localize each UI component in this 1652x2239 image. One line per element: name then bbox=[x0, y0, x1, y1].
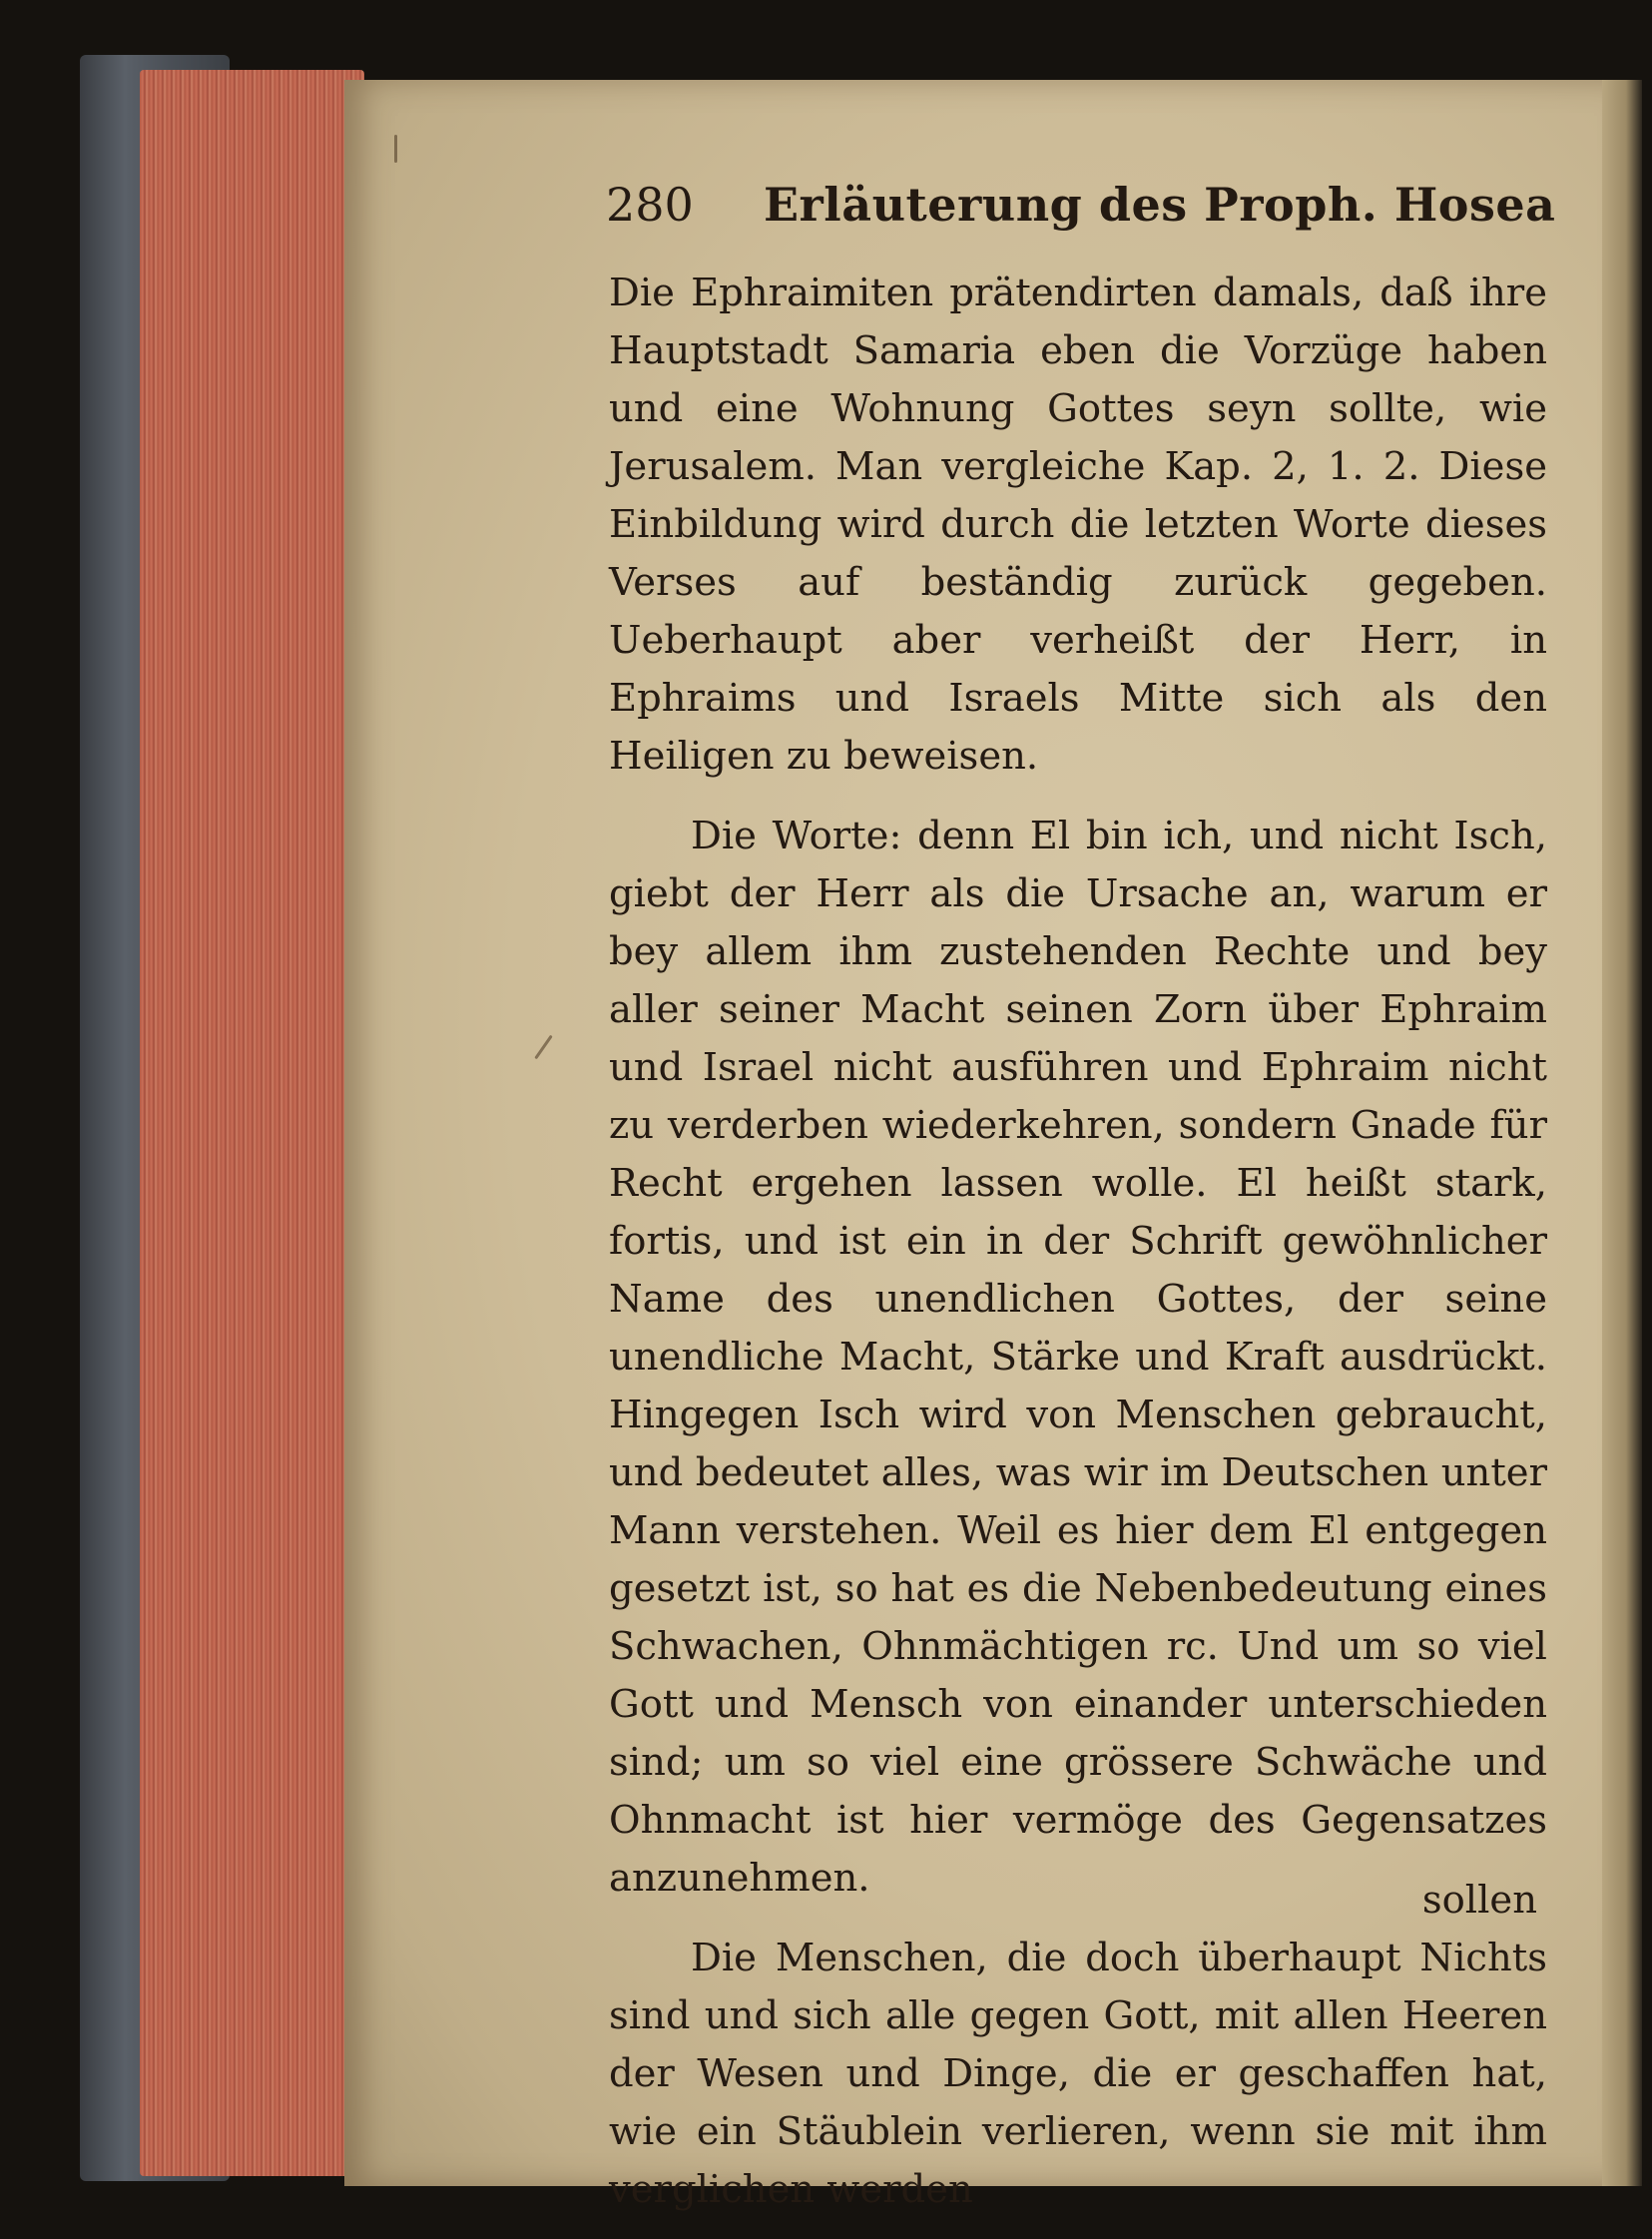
paragraph-1: Die Ephraimiten prätendirten damals, daß ihre Hauptstadt Samaria eben die Vorzüge haben und eine Wohnung Gottes seyn sollte, wie Jerusalem. Man vergleiche Kap. 2, 1. 2. Diese Einbildung wird durch die letzten Worte dieses Verses auf beständig zurück gegeben. Ueberhaupt aber verheißt der Herr, in Ephraims und Israels Mitte sich als den Heiligen zu beweisen. bbox=[609, 271, 1547, 779]
catchword: sollen bbox=[1421, 1878, 1537, 1923]
page-edges bbox=[140, 70, 364, 2176]
ink-mark bbox=[394, 135, 397, 163]
page-number: 280 bbox=[606, 178, 694, 232]
running-head bbox=[606, 170, 1556, 240]
paragraph-3: Die Menschen, die doch überhaupt Nichts sind und sich alle gegen Gott, mit allen Heeren der Wesen und Dinge, die er geschaffen hat, wie ein Stäublein verlieren, wenn sie mit ihm verglichen werden bbox=[609, 1936, 1547, 2212]
page-gutter-right bbox=[1602, 80, 1642, 2186]
running-title: Erläuterung des Proph. Hosea bbox=[764, 178, 1556, 232]
paragraph-2: Die Worte: denn El bin ich, und nicht Isch, giebt der Herr als die Ursache an, warum er bey allem ihm zustehenden Rechte und bey aller seiner Macht seinen Zorn über Ephraim und Israel nicht ausführen und Ephraim nicht zu verderben wiederkehren, sondern Gnade für Recht ergehen lassen wolle. El heißt stark, fortis, und ist ein in der Schrift gewöhnlicher Name des unendlichen Gottes, der seine unendliche Macht, Stärke und Kraft ausdrückt. Hingegen Isch wird von Menschen gebraucht, und bedeutet alles, was wir im Deutschen unter Mann verstehen. Weil es hier dem El entgegen gesetzt ist, so hat es die Nebenbedeutung eines Schwachen, Ohnmächtigen rc. Und um so viel Gott und Mensch von einander unterschieden sind; um so viel eine grössere Schwäche und Ohnmacht ist hier vermöge des Gegensatzes anzunehmen. bbox=[609, 814, 1547, 1901]
